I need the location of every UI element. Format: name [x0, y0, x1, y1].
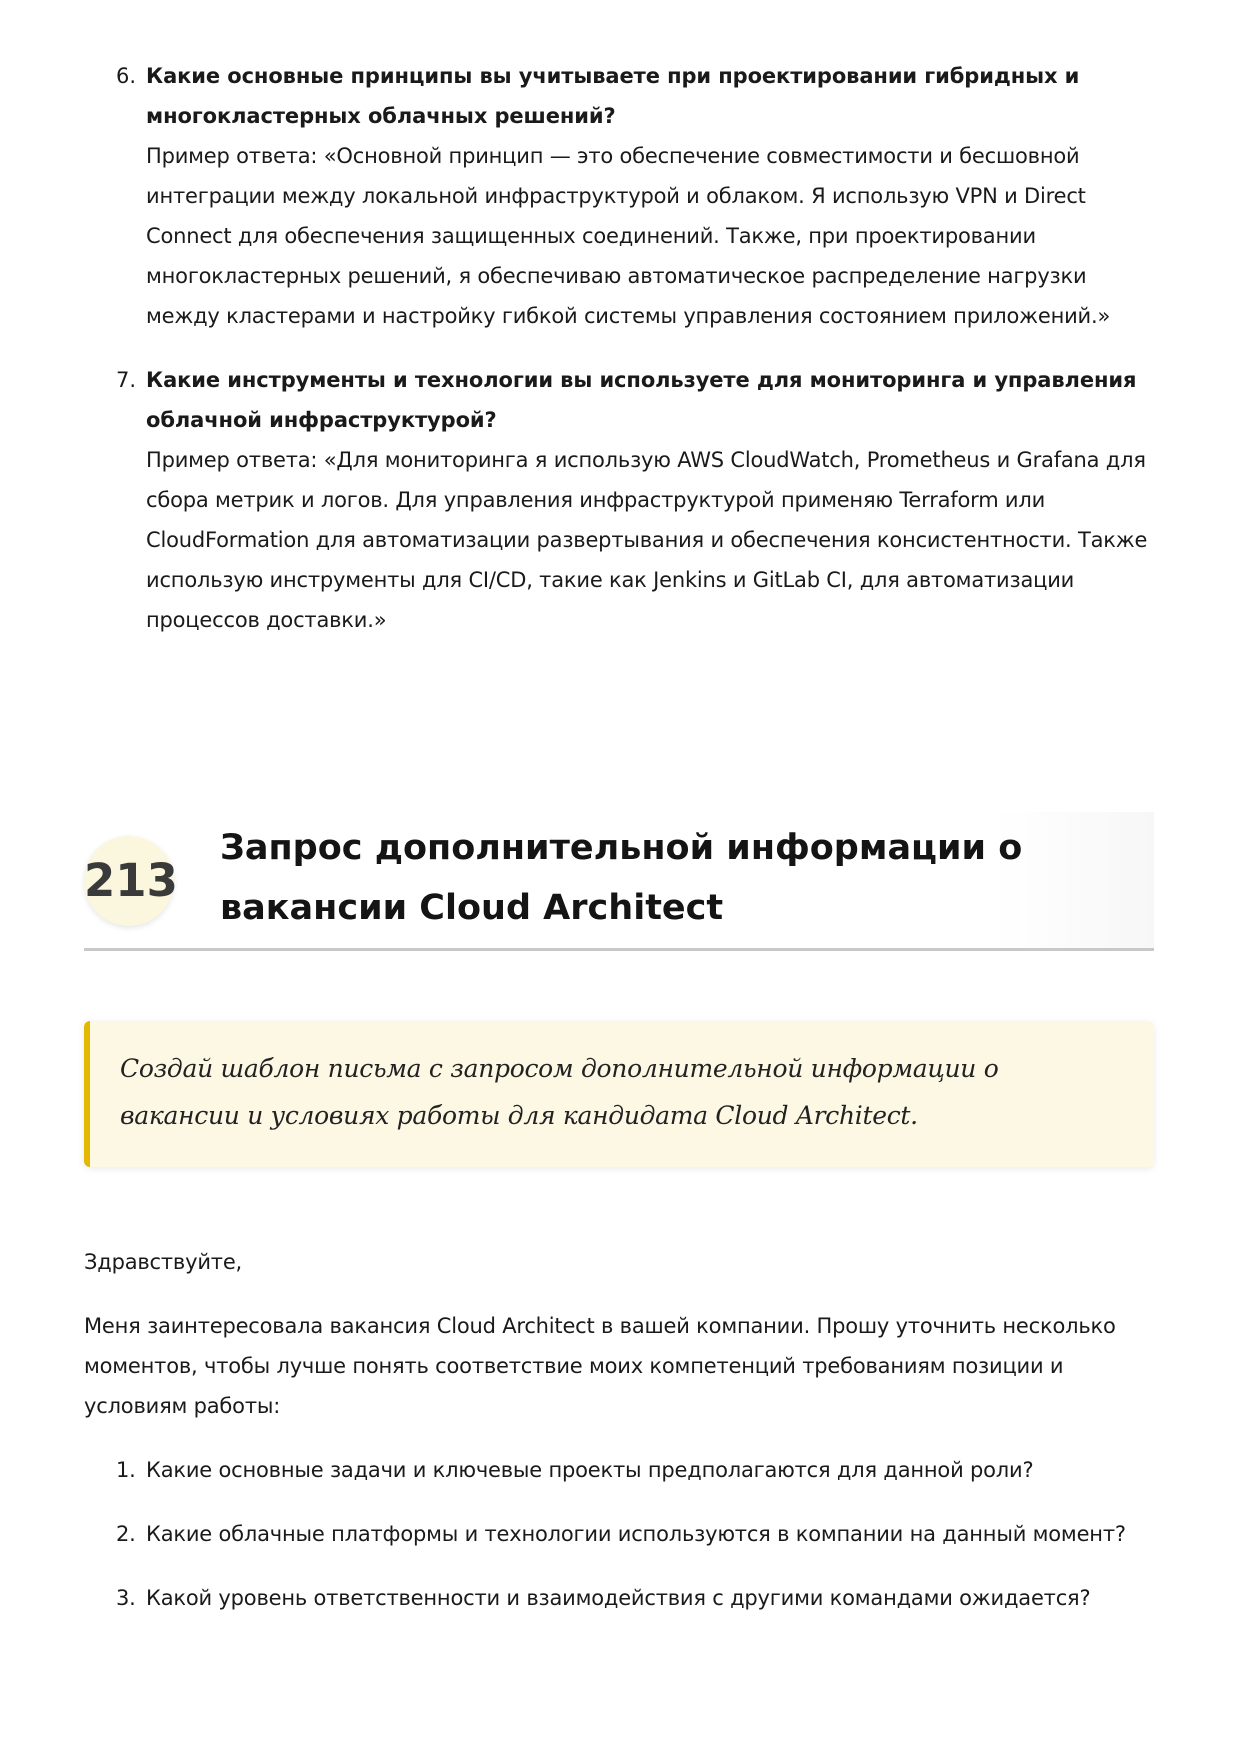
answer-text: Пример ответа: «Основной принцип — это обеспечение совместимости и бесшовной интеграции между локальной инфраструктурой и облаком. Я использую VPN и Direct Connect для обеспечения защищенных соединений. Также, при проектировании многокластерных решений, я обеспечиваю автоматическое распределение нагрузки между кластерами и настройку гибкой системы управления состоянием приложений.»	[146, 144, 1111, 328]
list-number: 3.	[116, 1586, 136, 1610]
list-item-text: Какой уровень ответственности и взаимодействия с другими командами ожидается?	[146, 1586, 1091, 1610]
list-item	[84, 1514, 1154, 1554]
list-item	[84, 1450, 1154, 1490]
letter-questions-list	[84, 1450, 1154, 1618]
section-number-badge: 213	[84, 836, 174, 926]
letter-greeting: Здравствуйте,	[84, 1250, 243, 1274]
answer-text: Пример ответа: «Для мониторинга я использую AWS CloudWatch, Prometheus и Grafana для сбора метрик и логов. Для управления инфраструктурой применяю Terraform или CloudFormation для автоматизации развертывания и обеспечения консистентности. Также использую инструменты для CI/CD, такие как Jenkins и GitLab CI, для автоматизации процессов доставки.»	[146, 448, 1148, 632]
list-item	[106, 56, 1166, 336]
list-number: 7.	[116, 368, 137, 392]
prompt-text: Создай шаблон письма с запросом дополнительной информации о вакансии и условиях работы для кандидата Cloud Architect.	[120, 1054, 999, 1130]
list-item-text: Какие облачные платформы и технологии используются в компании на данный момент?	[146, 1522, 1126, 1546]
interview-questions-list	[106, 56, 1166, 664]
section-title: Запрос дополнительной информации о вакансии Cloud Architect	[220, 828, 1023, 928]
list-item	[106, 360, 1166, 640]
list-number: 1.	[116, 1458, 136, 1482]
list-item	[84, 1578, 1154, 1618]
list-item-text: Какие основные задачи и ключевые проекты предполагаются для данной роли?	[146, 1458, 1034, 1482]
prompt-callout	[84, 1021, 1154, 1167]
letter-body	[84, 1242, 1154, 1642]
list-number: 6.	[116, 64, 137, 88]
list-number: 2.	[116, 1522, 136, 1546]
letter-intro: Меня заинтересовала вакансия Cloud Architect в вашей компании. Прошу уточнить несколько моментов, чтобы лучше понять соответствие моих компетенций требованиям позиции и условиям работы:	[84, 1314, 1116, 1418]
section-header	[84, 812, 1154, 951]
question-text: Какие инструменты и технологии вы используете для мониторинга и управления облачной инфраструктурой?	[146, 368, 1137, 432]
question-text: Какие основные принципы вы учитываете при проектировании гибридных и многокластерных облачных решений?	[146, 64, 1080, 128]
